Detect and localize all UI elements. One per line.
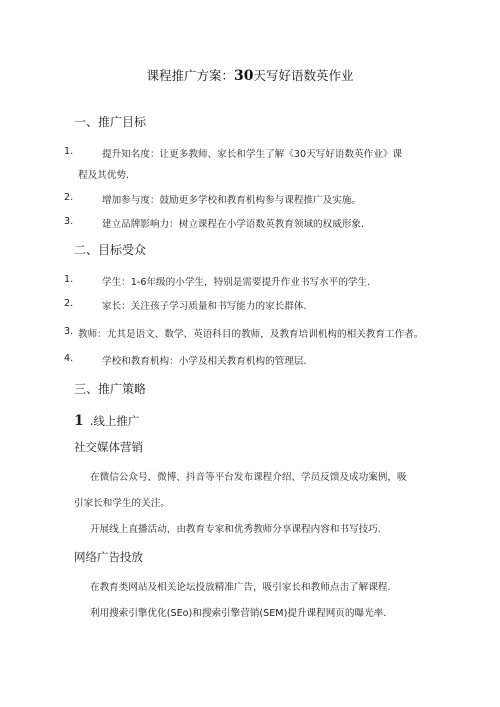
list-item-text: 建立品牌影响力：树立课程在小学语数英教育领域的权威形象. xyxy=(102,219,365,230)
list-item-number: 3. xyxy=(64,216,74,227)
section-heading-audience: 二、目标受众 xyxy=(74,243,147,257)
list-item-text: 增加参与度：鼓励更多学校和教育机构参与课程推广及实施。 xyxy=(102,195,362,206)
paragraph-continuation: 引家长和学生的关注。 xyxy=(74,498,170,509)
list-item-text: 家长：关注孩子学习质量和书写能力的家长群体. xyxy=(102,301,307,312)
document-title xyxy=(0,66,500,84)
title-prefix: 课程推广方案： xyxy=(146,68,234,83)
group-title-social-media: 社交媒体营销 xyxy=(74,440,143,454)
list-item-text: 学生：1-6年级的小学生，特别是需要提升作业书写水平的学生. xyxy=(102,277,371,288)
list-item-number: 3. xyxy=(64,326,74,337)
list-item-number: 1. xyxy=(64,274,74,285)
list-item-text: 提升知名度：让更多教师、家长和学生了解《30天写好语数英作业》课 xyxy=(102,149,403,160)
group-title-online-ads: 网络广告投放 xyxy=(74,550,143,564)
paragraph: 利用搜索引擎优化(SEo)和搜索引擎营销(SEM)提升课程网页的曝光率. xyxy=(90,608,387,619)
list-item-number: 2. xyxy=(64,298,74,309)
list-item-text: 学校和教育机构：小学及相关教育机构的管理层. xyxy=(102,356,307,367)
list-item-number: 1. xyxy=(64,146,74,157)
list-item-number: 4. xyxy=(64,353,74,364)
list-item-text: 教师：尤其是语文、数学、英语科目的教师，及教育培训机构的相关教育工作者。 xyxy=(78,329,424,340)
paragraph: 在教育类网站及相关论坛投放精准广告，吸引家长和教师点击了解课程. xyxy=(90,582,391,593)
section-heading-goals: 一、推广目标 xyxy=(74,115,147,129)
title-suffix: 天写好语数英作业 xyxy=(253,68,354,83)
paragraph: 开展线上直播活动，由教育专家和优秀教师分享课程内容和书写技巧. xyxy=(90,524,381,535)
paragraph: 在微信公众号、微博、抖音等平台发布课程介绍、学员反馈及成功案例，吸 xyxy=(90,472,407,483)
list-item-number: 2. xyxy=(64,192,74,203)
list-item-continuation: 程及其优势. xyxy=(78,170,130,181)
section-heading-strategy: 三、推广策略 xyxy=(74,382,147,396)
subsection-heading-online xyxy=(74,413,139,429)
subsection-label: .线上推广 xyxy=(89,414,140,428)
subsection-number: 1 xyxy=(74,413,84,429)
title-number: 30 xyxy=(234,68,254,84)
